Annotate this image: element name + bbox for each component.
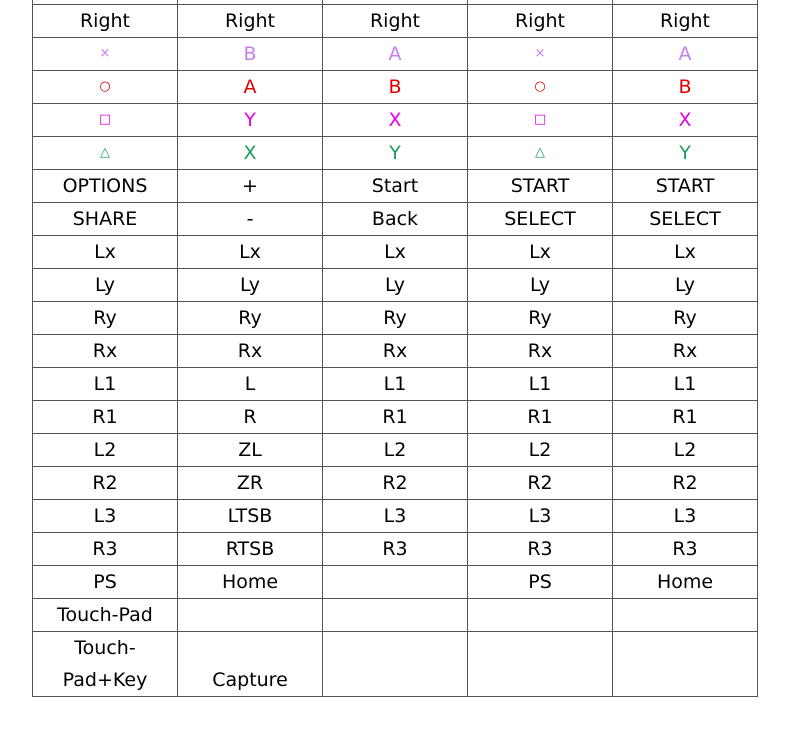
table-cell bbox=[178, 104, 323, 137]
table-cell bbox=[323, 71, 468, 104]
table-cell bbox=[613, 500, 758, 533]
cell-text: Touch- bbox=[74, 637, 136, 659]
table-cell bbox=[323, 38, 468, 71]
table-cell bbox=[468, 401, 613, 434]
table-cell bbox=[613, 467, 758, 500]
cell-text: X bbox=[388, 109, 402, 131]
table-cell bbox=[323, 599, 468, 632]
cell-text: Lx bbox=[384, 241, 406, 263]
cell-text: SELECT bbox=[504, 208, 576, 230]
table-cell bbox=[33, 170, 178, 203]
cell-text: Ry bbox=[238, 307, 262, 329]
table-cell bbox=[468, 467, 613, 500]
cell-text: PS bbox=[93, 571, 117, 593]
table-cell bbox=[33, 71, 178, 104]
table-cell bbox=[613, 236, 758, 269]
cell-text: Back bbox=[371, 208, 419, 230]
table-row bbox=[33, 434, 758, 467]
table-cell bbox=[323, 104, 468, 137]
cell-text: Ry bbox=[383, 307, 407, 329]
cell-text: A bbox=[388, 43, 402, 65]
table-cell bbox=[178, 71, 323, 104]
cell-text: R3 bbox=[92, 538, 118, 560]
cell-text: L3 bbox=[383, 505, 407, 527]
table-row bbox=[33, 500, 758, 533]
table-row bbox=[33, 203, 758, 236]
table-cell bbox=[323, 467, 468, 500]
cell-text-line-2: Pad+Key bbox=[62, 669, 148, 691]
cell-text: Lx bbox=[529, 241, 551, 263]
cell-text: R bbox=[243, 406, 257, 428]
cell-text: A bbox=[243, 76, 257, 98]
cell-text: Home bbox=[221, 571, 279, 593]
cell-text: L3 bbox=[93, 505, 117, 527]
table-cell bbox=[323, 269, 468, 302]
table-row bbox=[33, 467, 758, 500]
table-cell bbox=[178, 5, 323, 38]
table-cell bbox=[468, 302, 613, 335]
table-cell bbox=[323, 566, 468, 599]
table-cell bbox=[468, 236, 613, 269]
table-cell bbox=[613, 38, 758, 71]
cell-text: LTSB bbox=[227, 505, 273, 527]
table-cell bbox=[613, 335, 758, 368]
table-cell bbox=[468, 599, 613, 632]
table-cell bbox=[468, 38, 613, 71]
table-cell bbox=[33, 137, 178, 170]
table-cell bbox=[323, 236, 468, 269]
table-cell bbox=[323, 500, 468, 533]
table-cell bbox=[613, 401, 758, 434]
table-cell bbox=[323, 170, 468, 203]
table-cell bbox=[33, 38, 178, 71]
cell-text: Rx bbox=[92, 340, 118, 362]
table-cell bbox=[468, 566, 613, 599]
table-cell bbox=[613, 269, 758, 302]
table-cell bbox=[613, 5, 758, 38]
table-cell bbox=[178, 170, 323, 203]
table-cell bbox=[178, 302, 323, 335]
table-cell bbox=[178, 500, 323, 533]
table-cell bbox=[468, 335, 613, 368]
table-cell bbox=[33, 236, 178, 269]
table-cell bbox=[178, 203, 323, 236]
cell-text: R1 bbox=[527, 406, 553, 428]
table-cell bbox=[613, 170, 758, 203]
cell-text: START bbox=[510, 175, 570, 197]
table-row bbox=[33, 632, 758, 697]
cell-text: X bbox=[678, 109, 692, 131]
table-cell bbox=[468, 104, 613, 137]
cell-text: START bbox=[655, 175, 715, 197]
cell-text: R1 bbox=[92, 406, 118, 428]
cell-text: Ly bbox=[94, 274, 116, 296]
cell-text: Y bbox=[244, 109, 256, 131]
cell-text: B bbox=[678, 76, 692, 98]
table-row bbox=[33, 566, 758, 599]
table-cell bbox=[323, 434, 468, 467]
cell-text: Rx bbox=[237, 340, 263, 362]
cell-text: Lx bbox=[674, 241, 696, 263]
cell-text: L2 bbox=[383, 439, 407, 461]
cell-text: Right bbox=[224, 10, 276, 32]
cell-text: Y bbox=[389, 142, 401, 164]
table-cell bbox=[468, 434, 613, 467]
table-row bbox=[33, 599, 758, 632]
cell-text: Home bbox=[656, 571, 714, 593]
table-cell bbox=[33, 632, 178, 697]
table-cell bbox=[33, 434, 178, 467]
cell-text: Right bbox=[369, 10, 421, 32]
table-cell bbox=[323, 203, 468, 236]
table-cell bbox=[613, 104, 758, 137]
cell-text: Right bbox=[79, 10, 131, 32]
cell-text: L bbox=[244, 373, 256, 395]
table-cell bbox=[178, 236, 323, 269]
table-cell bbox=[178, 599, 323, 632]
cell-text: ZR bbox=[236, 472, 264, 494]
table-cell bbox=[613, 302, 758, 335]
cell-text: L1 bbox=[528, 373, 552, 395]
table-cell bbox=[178, 533, 323, 566]
table-body bbox=[33, 0, 758, 697]
cross-icon: × bbox=[534, 46, 546, 61]
cell-text: B bbox=[388, 76, 402, 98]
cell-text: Right bbox=[514, 10, 566, 32]
table-cell bbox=[178, 467, 323, 500]
table-cell bbox=[33, 203, 178, 236]
table-cell bbox=[178, 335, 323, 368]
cell-text: Capture bbox=[212, 669, 288, 691]
cell-text: + bbox=[242, 175, 258, 197]
cell-text: L2 bbox=[528, 439, 552, 461]
cell-text: PS bbox=[528, 571, 552, 593]
cell-text: Ry bbox=[673, 307, 697, 329]
table-cell bbox=[468, 5, 613, 38]
table-row bbox=[33, 71, 758, 104]
table-cell bbox=[613, 137, 758, 170]
cell-text: - bbox=[246, 208, 254, 230]
table-cell bbox=[33, 566, 178, 599]
table-cell bbox=[613, 599, 758, 632]
cell-text: Ly bbox=[674, 274, 696, 296]
table-cell bbox=[323, 368, 468, 401]
cell-text: L1 bbox=[383, 373, 407, 395]
cell-text: OPTIONS bbox=[62, 175, 148, 197]
table-cell bbox=[468, 500, 613, 533]
table-cell bbox=[178, 632, 323, 697]
square-icon: □ bbox=[98, 112, 112, 127]
cell-text: R3 bbox=[672, 538, 698, 560]
table-row bbox=[33, 368, 758, 401]
cell-text: Ly bbox=[384, 274, 406, 296]
cell-text: Ry bbox=[93, 307, 117, 329]
cell-text: L3 bbox=[528, 505, 552, 527]
cell-text: L1 bbox=[673, 373, 697, 395]
cell-text: RTSB bbox=[225, 538, 275, 560]
table-cell bbox=[323, 5, 468, 38]
table-cell bbox=[178, 434, 323, 467]
table-cell bbox=[33, 599, 178, 632]
table-cell bbox=[613, 566, 758, 599]
cell-text: R3 bbox=[527, 538, 553, 560]
table-cell bbox=[323, 401, 468, 434]
table-cell bbox=[323, 302, 468, 335]
circle-icon: ○ bbox=[534, 79, 546, 94]
table-row bbox=[33, 401, 758, 434]
button-mapping-table bbox=[32, 0, 758, 697]
table-cell bbox=[323, 137, 468, 170]
cell-text: Rx bbox=[672, 340, 698, 362]
cell-text: L3 bbox=[673, 505, 697, 527]
table-cell bbox=[178, 38, 323, 71]
cell-text: R1 bbox=[382, 406, 408, 428]
cell-text: Start bbox=[371, 175, 419, 197]
table-row bbox=[33, 38, 758, 71]
triangle-icon: △ bbox=[100, 145, 110, 160]
cell-text: R2 bbox=[382, 472, 408, 494]
table-cell bbox=[613, 71, 758, 104]
table-row bbox=[33, 170, 758, 203]
table-row bbox=[33, 269, 758, 302]
table-cell bbox=[323, 632, 468, 697]
table-cell bbox=[33, 368, 178, 401]
table-cell bbox=[323, 335, 468, 368]
table-cell bbox=[33, 269, 178, 302]
table-cell bbox=[178, 368, 323, 401]
cell-text: Touch-Pad bbox=[57, 604, 153, 626]
table-cell bbox=[613, 632, 758, 697]
cell-text: R3 bbox=[382, 538, 408, 560]
table-cell bbox=[468, 269, 613, 302]
cell-text: SHARE bbox=[72, 208, 138, 230]
cell-text: Lx bbox=[94, 241, 116, 263]
cross-icon: × bbox=[99, 46, 111, 61]
table-cell bbox=[468, 137, 613, 170]
cell-text: Ry bbox=[528, 307, 552, 329]
cell-text: B bbox=[243, 43, 257, 65]
cell-text: X bbox=[243, 142, 257, 164]
triangle-icon: △ bbox=[535, 145, 545, 160]
table-cell bbox=[178, 137, 323, 170]
cell-text: Rx bbox=[527, 340, 553, 362]
table-cell bbox=[33, 401, 178, 434]
table-cell bbox=[468, 533, 613, 566]
table-cell bbox=[613, 434, 758, 467]
table-cell bbox=[33, 104, 178, 137]
table-row bbox=[33, 5, 758, 38]
square-icon: □ bbox=[533, 112, 547, 127]
table-row bbox=[33, 137, 758, 170]
table-row bbox=[33, 533, 758, 566]
table-cell bbox=[468, 368, 613, 401]
table-cell bbox=[468, 71, 613, 104]
cell-text: Ly bbox=[239, 274, 261, 296]
cell-text: L2 bbox=[93, 439, 117, 461]
cell-text: R2 bbox=[672, 472, 698, 494]
table-row bbox=[33, 236, 758, 269]
table-row bbox=[33, 335, 758, 368]
table-cell bbox=[613, 203, 758, 236]
table-cell bbox=[33, 335, 178, 368]
table-row bbox=[33, 104, 758, 137]
cell-text: R2 bbox=[92, 472, 118, 494]
table-cell bbox=[33, 500, 178, 533]
cell-text: SELECT bbox=[649, 208, 721, 230]
cell-text: A bbox=[678, 43, 692, 65]
table-cell bbox=[178, 269, 323, 302]
table-cell bbox=[613, 368, 758, 401]
cell-text: ZL bbox=[238, 439, 262, 461]
cell-text: L2 bbox=[673, 439, 697, 461]
cell-text: Rx bbox=[382, 340, 408, 362]
cell-text: R2 bbox=[527, 472, 553, 494]
cell-text: R1 bbox=[672, 406, 698, 428]
table-cell bbox=[178, 401, 323, 434]
table-cell bbox=[33, 5, 178, 38]
table-cell bbox=[323, 533, 468, 566]
circle-icon: ○ bbox=[99, 79, 111, 94]
table-cell bbox=[33, 302, 178, 335]
table-row bbox=[33, 302, 758, 335]
cell-text: Lx bbox=[239, 241, 261, 263]
table-cell bbox=[613, 533, 758, 566]
table-cell bbox=[468, 170, 613, 203]
cell-text: Right bbox=[659, 10, 711, 32]
table-cell bbox=[468, 203, 613, 236]
table-cell bbox=[33, 533, 178, 566]
table-cell bbox=[468, 632, 613, 697]
table-cell bbox=[33, 467, 178, 500]
cell-text: L1 bbox=[93, 373, 117, 395]
table-cell bbox=[178, 566, 323, 599]
cell-text: Y bbox=[679, 142, 691, 164]
cell-text: Ly bbox=[529, 274, 551, 296]
